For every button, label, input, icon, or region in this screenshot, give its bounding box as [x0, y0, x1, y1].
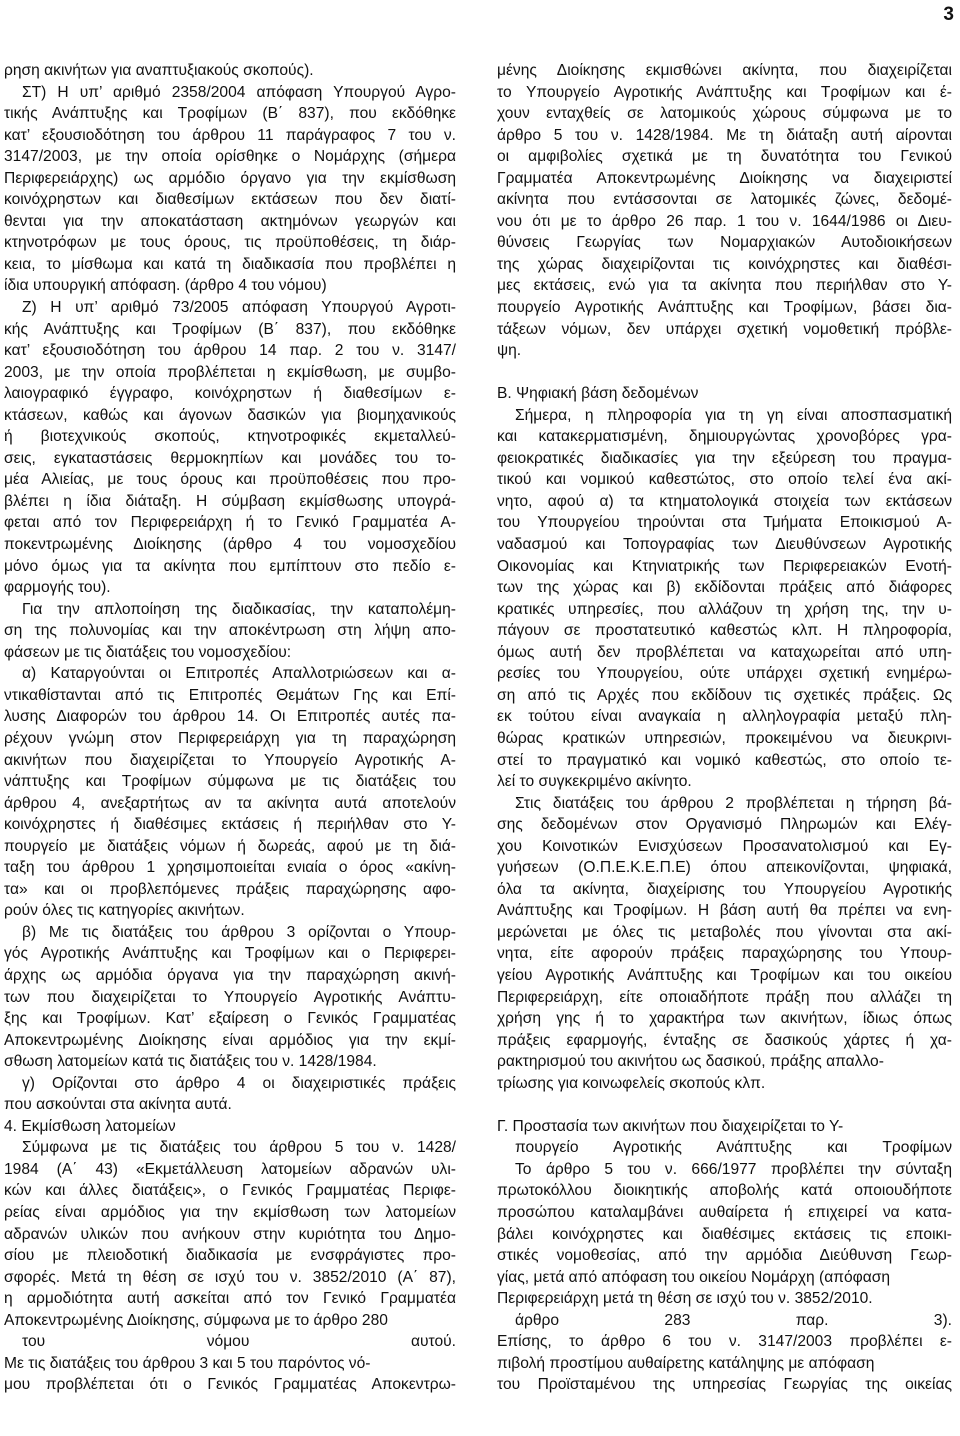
text-line: εκ τούτου είναι αναγκαία η αλληλογραφία μεταξύ πλη- [497, 708, 952, 726]
text-line: Ζ) Η υπ’ αριθμό 73/2005 απόφαση Υπουργού Αγροτι- [22, 299, 456, 317]
text-line: κρατικές υπηρεσίες, που αλλάζουν τη χρήση της, την υ- [497, 600, 952, 618]
text-line: πράξεις εφαρμογής, ένταξης σε δασικούς χάρτες ή χα- [497, 1031, 952, 1049]
text-line: Σύμφωνα με τις διατάξεις του άρθρου 5 του ν. 1428/ [22, 1139, 456, 1157]
text-line: Το άρθρο 5 του ν. 666/1977 προβλέπει την σύνταξη [515, 1160, 952, 1178]
text-line: άρθρο 5 του ν. 1428/1984. Με τη διάταξη αυτή αίρονται [497, 126, 952, 144]
text-line: θενται για την αποκατάσταση ακτημόνων γεωργών και [4, 212, 456, 230]
text-line: μου προβλέπεται ότι ο Γενικός Γραμματέας Αποκεντρω- [4, 1376, 456, 1394]
text-line: λεί το συγκεκριμένο ακίνητο. [497, 773, 692, 791]
text-line: Περιφερειάρχη μετά τη θέση σε ισχύ του ν. 3852/2010. [497, 1290, 873, 1308]
text-line: βάλει κοινόχρηστες και διαθέσιμες εκτάσεις τις εποικι- [497, 1225, 952, 1243]
text-line: του Υπουργείου τηρούνται στα Τμήματα Εποικισμού Α- [497, 514, 952, 532]
text-line: Περιφερειάρχη, είτε οποιαδήποτε πράξη που αλλάζει τη [497, 988, 952, 1006]
text-line: πουργείο Αγροτικής Ανάπτυξης και Τροφίμων [515, 1139, 952, 1157]
text-line: γ) Ορίζονται στο άρθρο 4 οι διαχειριστικές πράξεις [22, 1074, 456, 1092]
text-line: Με τις διατάξεις του άρθρου 3 και 5 του παρόντος νό- [4, 1354, 371, 1372]
text-line: α) Καταργούνται οι Επιτροπές Απαλλοτριώσεων και α- [22, 665, 456, 683]
text-line: σφορές. Μετά τη θέση σε ισχύ του ν. 3852/2010 (Α΄ 87), [4, 1268, 456, 1286]
text-line: που ασκούνται στα ακίνητα αυτά. [4, 1096, 232, 1114]
text-line: στεί το πραγματικό και νομικό καθεστώς, στο οποίο τε- [497, 751, 952, 769]
text-line: μένης Διοίκησης εκμισθώνει ακίνητα, που διαχειρίζεται [497, 62, 952, 79]
text-line: άρχης ως αρμόδια όργανα για την παραχώρηση ακινή- [4, 966, 456, 984]
text-line: του νόμου αυτού. [22, 1333, 456, 1351]
text-line: ταξη του άρθρου 1 χρησιμοποιείται ενιαία ο όρος «ακίνη- [4, 859, 456, 877]
text-line: κοινόχρηστων και διαθεσίμων εκτάσεων που δεν διατί- [4, 191, 456, 209]
text-line: μερώνεται με όλες τις μεταβολές που γίνονται στα ακί- [497, 923, 952, 941]
text-line: νάπτυξης και Τροφίμων σύμφωνα με τις διατάξεις του [4, 773, 456, 791]
text-line: Β. Ψηφιακή βάση δεδομένων [497, 385, 699, 403]
text-line: Επίσης, το άρθρο 6 του ν. 3147/2003 προβλέπει ε- [497, 1333, 952, 1351]
text-line: Ανάπτυξης και Τροφίμων. Η βάση αυτή θα πρέπει να ενη- [497, 902, 952, 920]
text-line: ακινήτων που διαχειρίζεται το Υπουργείο Αγροτικής Α- [4, 751, 456, 769]
text-line: νητο, αφού α) τα κτηματολογικά στοιχεία των εκτάσεων [497, 492, 952, 510]
text-line: τάξεων νόμων, δεν υπάρχει σχετική νομοθετική πρόβλε- [497, 320, 952, 338]
page-number: 3 [943, 4, 954, 25]
text-line: ρείας είναι αρμόδιος για την εκμίσθωση των λατομείων [4, 1203, 456, 1221]
text-line: όμως αυτή δεν προβλέπεται να καταχωρείται από υπη- [497, 643, 952, 661]
text-line: του Προϊσταμένου της υπηρεσίας Γεωργίας της οικείας [497, 1376, 952, 1394]
text-line: θύνσεις Γεωργίας των Νομαρχιακών Αυτοδιοικήσεων [497, 234, 952, 252]
text-line: ψη. [497, 342, 522, 360]
text-line: νου ότι με το άρθρο 26 παρ. 1 του ν. 1644/1986 οι Διευ- [497, 212, 952, 230]
text-line: φειοκρατικές διαδικασίες για την εξεύρεση του πραγμα- [497, 449, 952, 467]
text-line: ξης και Τροφίμων. Κατ’ εξαίρεση ο Γενικός Γραμματέας [4, 1010, 456, 1028]
text-line: χρήση γης ή το χαρακτήρα των ακινήτων, ίδιως όπως [497, 1010, 952, 1028]
text-line: φεται από τον Περιφερειάρχη ή το Γενικό Γραμματέα Α- [4, 514, 456, 532]
text-line: ση από τις Αρχές που εκδίδουν τις σχετικές πράξεις. Ως [497, 686, 952, 704]
text-line: λαιογραφικό έγγραφο, κοινόχρηστων ή διαθεσίμων ε- [4, 385, 456, 403]
left-text-column [4, 60, 456, 1396]
text-line: β) Με τις διατάξεις του άρθρου 3 ορίζονται ο Υπουρ- [22, 923, 456, 941]
text-line: κτηνοτρόφων με τους όρους, τις προϋποθέσεις, τη διάρ- [4, 234, 456, 252]
paragraph-gap [497, 362, 952, 384]
text-line: ση της πολυνομίας και την αποκέντρωση στη λήψη απο- [4, 622, 456, 640]
text-line: Στις διατάξεις του άρθρου 2 προβλέπεται η τήρηση βά- [515, 794, 952, 812]
text-line: βλέπει η ίδια διάταξη. Η σύμβαση εκμίσθωσης υπογρά- [4, 492, 456, 510]
text-line: σης δεδομένων στον Οργανισμό Πληρωμών και Ελέγ- [497, 816, 952, 834]
text-line: πρωτοκόλλου διοικητικής αποβολής κατά οποιουδήποτε [497, 1182, 952, 1200]
text-line: στικές νομοθεσίας, από την αρμόδια Διεύθυνση Γεωρ- [497, 1247, 952, 1265]
text-line: ΣΤ) Η υπ’ αριθμό 2358/2004 απόφαση Υπουργού Αγρο- [22, 83, 456, 101]
text-line: γείου Αγροτικής Ανάπτυξης και Τροφίμων και του οικείου [497, 966, 952, 984]
text-line: ντικαθίστανται από τις Επιτροπές Θεμάτων Γης και Επί- [4, 686, 456, 704]
text-line: Αποκεντρωμένης Διοίκησης είναι αρμόδιος για την εκμί- [4, 1031, 456, 1049]
text-line: ακίνητα που εντάσσονται σε λατομικές ζώνες, δεδομέ- [497, 191, 952, 209]
text-line: φάσεων με τις διατάξεις του νομοσχεδίου: [4, 643, 292, 661]
text-line: τα» και οι προβλεπόμενες πράξεις παραχώρησης αφο- [4, 880, 456, 898]
text-line: χουν ενταχθείς σε λατομικούς χώρους σύμφωνα με το [497, 105, 952, 123]
text-line: Οικονομίας και Κτηνιατρικής των Περιφερειακών Ενοτή- [497, 557, 952, 575]
text-line: χου Κοινοτικών Ενισχύσεων Προσανατολισμού και Εγ- [497, 837, 952, 855]
text-line: κής Ανάπτυξης και Τροφίμων (Β΄ 837), που εκδόθηκε [4, 320, 456, 338]
text-line: η αρμοδιότητα αυτή ασκείται από τον Γενικό Γραμματέα [4, 1290, 456, 1308]
text-line: ρεσίες του Υπουργείου, ούτε υπάρχει σχετική ενημέρω- [497, 665, 952, 683]
text-line: ρακτηρισμού του ακινήτου ως δασικού, πράξης απαλλο- [497, 1053, 884, 1071]
text-line: σθωση λατομείων κατά τις διατάξεις του ν. 1428/1984. [4, 1053, 377, 1071]
text-line: Για την απλοποίηση της διαδικασίας, την καταπολέμη- [22, 600, 456, 618]
text-line: και κατακερματισμένη, δημιουργώντας χρονοβόρες γρα- [497, 428, 952, 446]
text-line: άρθρο 283 παρ. 3). [515, 1311, 952, 1329]
text-line: πιβολή προστίμου αυθαίρετης κατάληψης με απόφαση [497, 1354, 875, 1372]
text-line: φαρμογής του). [4, 579, 111, 597]
text-line: των που διαχειρίζεται το Υπουργείο Αγροτικής Ανάπτυ- [4, 988, 456, 1006]
text-line: μόνο όμως για τα ακίνητα που εμπίπτουν στο πεδίο ε- [4, 557, 456, 575]
text-line: τικής Ανάπτυξης και Τροφίμων (Β΄ 837), που εκδόθηκε [4, 105, 456, 123]
text-line: 4. Εκμίσθωση λατομείων [4, 1117, 176, 1135]
text-line: θώρας κρατικών υπηρεσιών, προκειμένου να διευκρινι- [497, 729, 952, 747]
text-line: γός Αγροτικής Ανάπτυξης και Τροφίμων και ο Περιφερει- [4, 945, 456, 963]
text-line: κτάσεων, καθώς και άγονων δασικών για βιομηχανικούς [4, 406, 456, 424]
text-line: γίας, μετά από απόφαση του οικείου Νομάρχη (απόφαση [497, 1268, 891, 1286]
text-line: μες εκτάσεις, ενώ για τα ακίνητα που περιήλθαν στο Υ- [497, 277, 952, 295]
text-line: κών και άλλες διατάξεις», ο Γενικός Γραμματέας Περιφε- [4, 1182, 456, 1200]
text-line: της χώρας διαχειρίζονται τις κοινόχρηστες και διαθέσι- [497, 255, 952, 273]
text-line: οι αμφιβολίες σχετικά με τη δυνατότητα του Γενικού [497, 148, 952, 166]
text-line: κοινόχρηστες ή διαθέσιμες εκτάσεις ή περιήλθαν στο Υ- [4, 816, 456, 834]
text-line: νητα, είτε αφορούν πράξεις παραχώρησης του Υπουρ- [497, 945, 952, 963]
text-line: ρηση ακινήτων για αναπτυξιακούς σκοπούς). [4, 62, 314, 79]
text-line: αδρανών υλικών που ανήκουν στην κυριότητα του Δημο- [4, 1225, 456, 1243]
text-line: Γ. Προστασία των ακινήτων που διαχειρίζεται το Υ- [497, 1117, 844, 1135]
text-line: άρθρου 4, ανεξαρτήτως αν τα ακίνητα αυτά αποτελούν [4, 794, 456, 812]
text-line: σεις, εγκαταστάσεις θερμοκηπίων και μονάδες του το- [4, 449, 456, 467]
text-line: 2003, με την οποία προβλέπεται η εκμίσθωση, με συμβο- [4, 363, 456, 381]
text-line: κεια, το μίσθωμα και κατά τη διαδικασία που προβλέπει η [4, 255, 456, 273]
text-line: των της χώρας και β) εκδίδονται πράξεις από διάφορες [497, 579, 952, 597]
text-line: μέα Αλιείας, με τους όρους και προϋποθέσεις που προ- [4, 471, 456, 489]
text-line: Αποκεντρωμένης Διοίκησης, σύμφωνα με το άρθρο 280 [4, 1311, 388, 1329]
text-line: ρούν όλες τις κατηγορίες ακινήτων. [4, 902, 245, 920]
text-line: Σήμερα, η πληροφορία για τη γη είναι αποσπασματική [515, 406, 952, 424]
text-line: προσώπου καταλαμβάνει αυθαίρετα ή επιχειρεί να κατα- [497, 1203, 952, 1221]
text-line: γυήσεων (Ο.Π.Ε.Κ.Ε.Π.Ε) όπου απεικονίζονται, ψηφιακά, [497, 859, 952, 877]
text-line: ή βιοτεχνικούς σκοπούς, κτηνοτροφικές εκμεταλλεύ- [4, 428, 456, 446]
text-line: ναδασμού και Τοπογραφίας των Διευθύνσεων Αγροτικής [497, 536, 952, 554]
text-line: τρίωσης για κοινωφελείς σκοπούς κλπ. [497, 1074, 766, 1092]
right-text-column [497, 60, 952, 1396]
text-line: πουργείο Αγροτικής Ανάπτυξης και Τροφίμων, βάσει δια- [497, 299, 952, 317]
text-line: το Υπουργείο Αγροτικής Ανάπτυξης και Τροφίμων και έ- [497, 83, 952, 101]
text-line: λυσης Διαφορών του άρθρου 14. Οι Επιτροπές αυτές πα- [4, 708, 456, 726]
text-line: κατ’ εξουσιοδότηση του άρθρου 14 παρ. 2 του ν. 3147/ [4, 342, 456, 360]
text-line: όλα τα ακίνητα, διαχείρισης του Υπουργείου Αγροτικής [497, 880, 952, 898]
text-line: ποκεντρωμένης Διοίκησης (άρθρο 4 του νομοσχεδίου [4, 536, 456, 554]
text-line: τικού και νομικού καθεστώτος, στο οποίο τελεί ένα ακί- [497, 471, 952, 489]
text-line: ρέχουν γνώμη στον Περιφερειάρχη για τη παραχώρηση [4, 729, 456, 747]
text-line: 1984 (Α΄ 43) «Εκμετάλλευση λατομείων αδρανών υλι- [4, 1160, 456, 1178]
text-line: πουργείο με διατάξεις νόμων ή δωρεάς, αφού με τη διά- [4, 837, 456, 855]
text-line: ίδια υπουργική απόφαση. (άρθρο 4 του νόμου) [4, 277, 327, 295]
text-line: Περιφερειάρχης) ως αρμόδιο όργανο για την εκμίσθωση [4, 169, 456, 187]
paragraph-gap [497, 1094, 952, 1116]
text-line: κατ’ εξουσιοδότηση του άρθρου 11 παράγραφος 7 του ν. [4, 126, 456, 144]
text-line: πάγουν σε προστατευτικό καθεστώς κλπ. Η πληροφορία, [497, 622, 952, 640]
text-line: σίου με πλειοδοτική διαδικασία με ενσφράγιστες προ- [4, 1247, 456, 1265]
text-line: 3147/2003, με την οποία ορίσθηκε ο Νομάρχης (σήμερα [4, 148, 456, 166]
text-line: Γραμματέα Αποκεντρωμένης Διοίκησης να διαχειριστεί [497, 169, 952, 187]
